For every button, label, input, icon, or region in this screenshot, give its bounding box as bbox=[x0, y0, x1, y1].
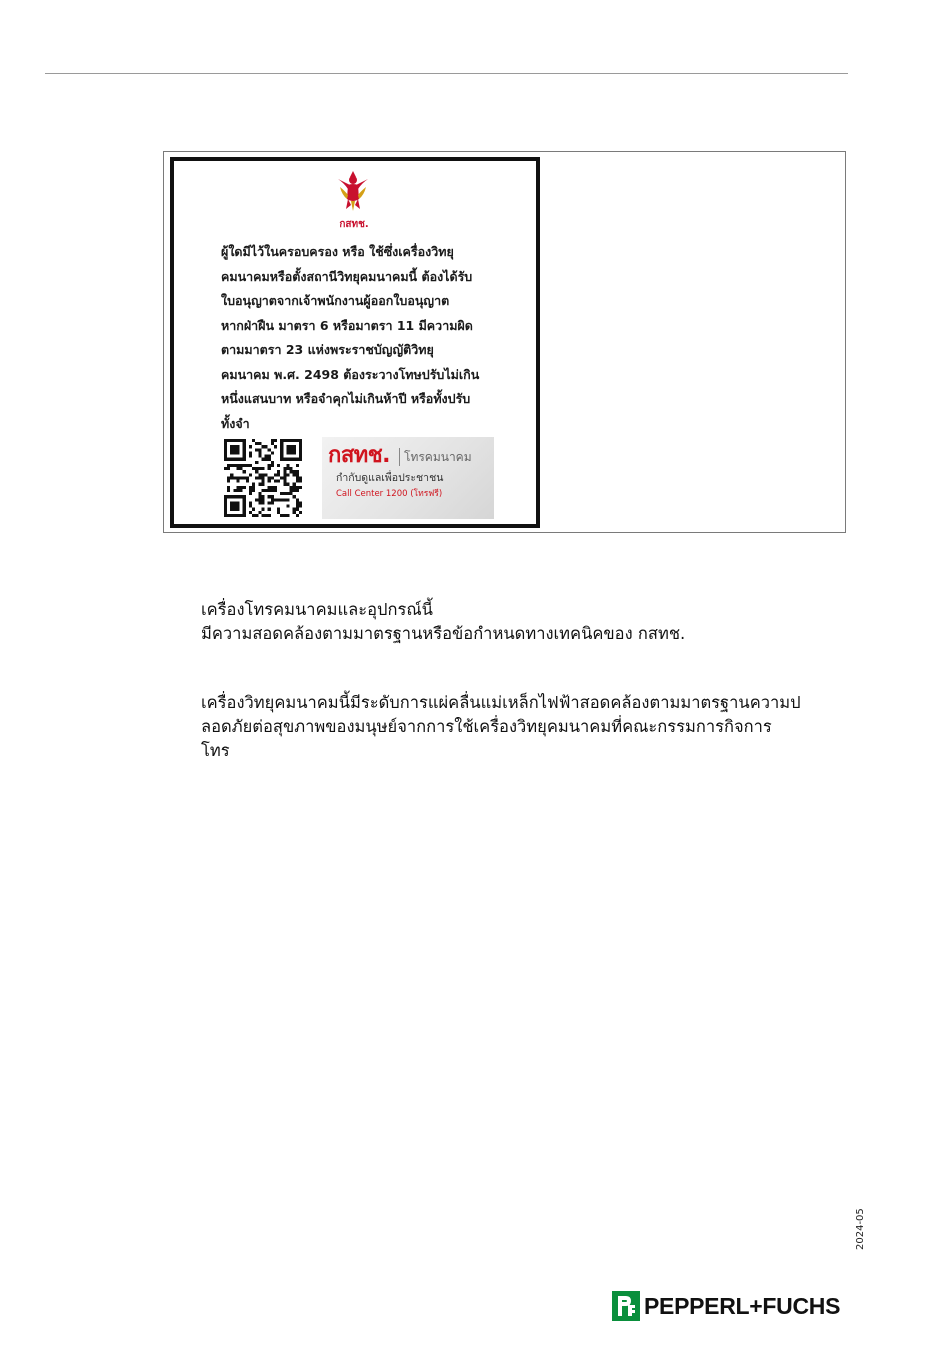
garuda-emblem-icon bbox=[336, 169, 370, 213]
header-rule bbox=[45, 73, 848, 74]
pepperl-fuchs-mark-icon bbox=[612, 1291, 640, 1321]
warning-line: ใบอนุญาตจากเจ้าพนักงานผู้ออกใบอนุญาต bbox=[221, 293, 450, 308]
nbtc-call-center: Call Center 1200 (โทรฟรี) bbox=[336, 489, 443, 499]
warning-line: หนึ่งแสนบาท หรือจำคุกไม่เกินห้าปี หรือทั้งปรับ bbox=[221, 391, 471, 406]
revision-code: 2024-05 bbox=[855, 1208, 866, 1250]
compliance-paragraph bbox=[201, 598, 891, 646]
nbtc-notice-frame bbox=[163, 151, 846, 533]
pepperl-fuchs-logo bbox=[612, 1290, 840, 1322]
nbtc-telecom: โทรคมนาคม bbox=[404, 450, 472, 464]
paragraph-line: เครื่องวิทยุคมนาคมนี้มีระดับการแผ่คลื่นแม่เหล็กไฟฟ้าสอดคล้องตามมาตรฐานความป bbox=[201, 693, 801, 712]
warning-line: ทั้งจำ bbox=[221, 415, 250, 431]
warning-line: คมนาคมหรือตั้งสถานีวิทยุคมนาคมนี้ ต้องได้รับ bbox=[221, 268, 473, 284]
paragraph-line: โทร bbox=[201, 741, 230, 760]
warning-line: หากฝ่าฝืน มาตรา 6 หรือมาตรา 11 มีความผิด bbox=[221, 317, 473, 333]
nbtc-warning-label bbox=[170, 157, 540, 528]
paragraph-line: เครื่องโทรคมนาคมและอุปกรณ์นี้ bbox=[201, 600, 433, 619]
warning-text bbox=[221, 240, 499, 436]
qr-code-icon bbox=[224, 439, 302, 517]
paragraph-line: มีความสอดคล้องตามมาตรฐานหรือข้อกำหนดทางเทคนิคของ กสทช. bbox=[201, 624, 686, 643]
brand-name: PEPPERL+FUCHS bbox=[644, 1293, 841, 1319]
emf-paragraph bbox=[201, 691, 891, 763]
banner-divider bbox=[399, 448, 400, 466]
paragraph-line: ลอดภัยต่อสุขภาพของมนุษย์จากการใช้เครื่องวิทยุคมนาคมที่คณะกรรมการกิจการ bbox=[201, 717, 772, 736]
emblem-caption: กสทช. bbox=[339, 219, 369, 230]
warning-line: คมนาคม พ.ศ. 2498 ต้องระวางโทษปรับไม่เกิน bbox=[221, 366, 480, 382]
nbtc-brand: กสทช. bbox=[328, 443, 391, 468]
warning-line: ผู้ใดมีไว้ในครอบครอง หรือ ใช้ซึ่งเครื่องวิทยุ bbox=[221, 244, 454, 259]
warning-line: ตามมาตรา 23 แห่งพระราชบัญญัติวิทยุ bbox=[221, 342, 434, 357]
nbtc-banner bbox=[322, 437, 494, 519]
nbtc-slogan: กำกับดูแลเพื่อประชาชน bbox=[336, 472, 444, 484]
